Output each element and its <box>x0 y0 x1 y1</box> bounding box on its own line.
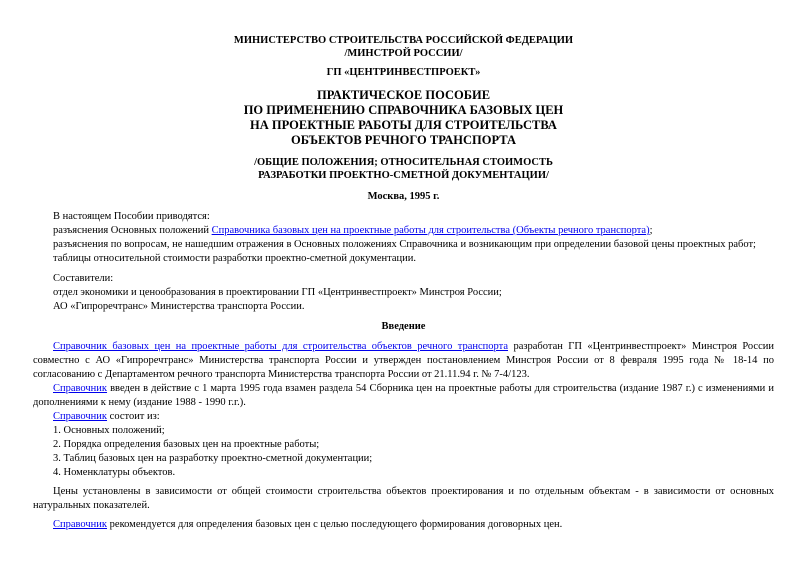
list-item: 4. Номенклатуры объектов. <box>53 467 176 478</box>
subtitle-line: РАЗРАБОТКИ ПРОЕКТНО-СМЕТНОЙ ДОКУМЕНТАЦИИ/ <box>258 170 549 181</box>
title-line: НА ПРОЕКТНЫЕ РАБОТЫ ДЛЯ СТРОИТЕЛЬСТВА <box>250 118 557 132</box>
handbook-full-link[interactable]: Справочник базовых цен на проектные работы для строительства объектов речного транспорта <box>53 341 509 352</box>
intro-paragraph-5 <box>33 518 774 532</box>
contents-item-1-prefix: разъяснения Основных положений <box>53 225 212 236</box>
handbook-link[interactable]: Справочник <box>53 519 108 530</box>
reference-handbook-link[interactable]: Справочника базовых цен на проектные работы для строительства (Объекты речного транспорта) <box>211 225 650 236</box>
intro-paragraph-5-text: рекомендуется для определения базовых цен с целью последующего формирования договорных цен. <box>107 519 563 530</box>
ministry-abbr: /МИНСТРОЙ РОССИИ/ <box>344 48 463 59</box>
authors-section <box>33 272 774 314</box>
list-item: 3. Таблиц базовых цен на разработку проектно-сметной документации; <box>53 453 373 464</box>
authors-line-2: АО «Гипроречтранс» Министерства транспорта России. <box>53 301 305 312</box>
ministry-header <box>33 34 774 60</box>
authors-line-1: отдел экономики и ценообразования в проектировании ГП «Центринвестпроект» Минстроя России; <box>53 287 502 298</box>
contents-intro: В настоящем Пособии приводятся: <box>53 211 210 222</box>
intro-paragraph-3-text: состоит из: <box>107 411 160 422</box>
intro-paragraph-2-text: введен в действие с 1 марта 1995 года взамен раздела 54 Сборника цен на проектные работы для строительства (издание 1987 г.) с изменениями и дополнениями к нему (издание 1988 - 1990 г.г.). <box>33 383 774 408</box>
subtitle-line: /ОБЩИЕ ПОЛОЖЕНИЯ; ОТНОСИТЕЛЬНАЯ СТОИМОСТЬ <box>254 157 553 168</box>
document-subtitle <box>33 156 774 182</box>
contents-item-2: разъяснения по вопросам, не нашедшим отражения в Основных положениях Справочника и возникающим при определении базовой цены проектных работ; <box>53 239 756 250</box>
intro-paragraph-2 <box>33 382 774 410</box>
contents-item-1-suffix: ; <box>649 225 653 236</box>
contents-item-1 <box>33 224 774 238</box>
list-item: 2. Порядка определения базовых цен на проектные работы; <box>53 439 320 450</box>
list-item: 1. Основных положений; <box>53 425 165 436</box>
authors-label: Составители: <box>53 273 114 284</box>
intro-paragraph-1-text: разработан ГП «Центринвестпроект» Минстроя России совместно с АО «Гипроречтранс» Министерства транспорта России и утвержден постановлением Минстроя России от 8 февраля 1995 года № 18-14 по согласованию с Департаментом речного транспорта Министерства транспорта России от 21.11.94 г. № 7-4/123. <box>33 341 774 380</box>
handbook-link[interactable]: Справочник <box>53 411 108 422</box>
intro-paragraph-1 <box>33 340 774 382</box>
intro-paragraph-4: Цены установлены в зависимости от общей стоимости строительства объектов проектирования и по отдельным объектам - в зависимости от основных натуральных показателей. <box>33 486 774 511</box>
contents-section <box>33 210 774 266</box>
introduction-heading: Введение <box>381 321 426 332</box>
title-line: ПО ПРИМЕНЕНИЮ СПРАВОЧНИКА БАЗОВЫХ ЦЕН <box>243 103 564 117</box>
intro-paragraph-3 <box>33 410 774 424</box>
title-line: ОБЪЕКТОВ РЕЧНОГО ТРАНСПОРТА <box>290 133 517 147</box>
title-line: ПРАКТИЧЕСКОЕ ПОСОБИЕ <box>316 88 491 102</box>
introduction-section <box>33 340 774 532</box>
handbook-link[interactable]: Справочник <box>53 383 108 394</box>
contents-item-3: таблицы относительной стоимости разработки проектно-сметной документации. <box>53 253 417 264</box>
document-title <box>33 88 774 148</box>
ministry-name: МИНИСТЕРСТВО СТРОИТЕЛЬСТВА РОССИЙСКОЙ ФЕДЕРАЦИИ <box>233 35 574 46</box>
organization-name: ГП «ЦЕНТРИНВЕСТПРОЕКТ» <box>326 67 481 78</box>
city-year: Москва, 1995 г. <box>367 191 440 202</box>
